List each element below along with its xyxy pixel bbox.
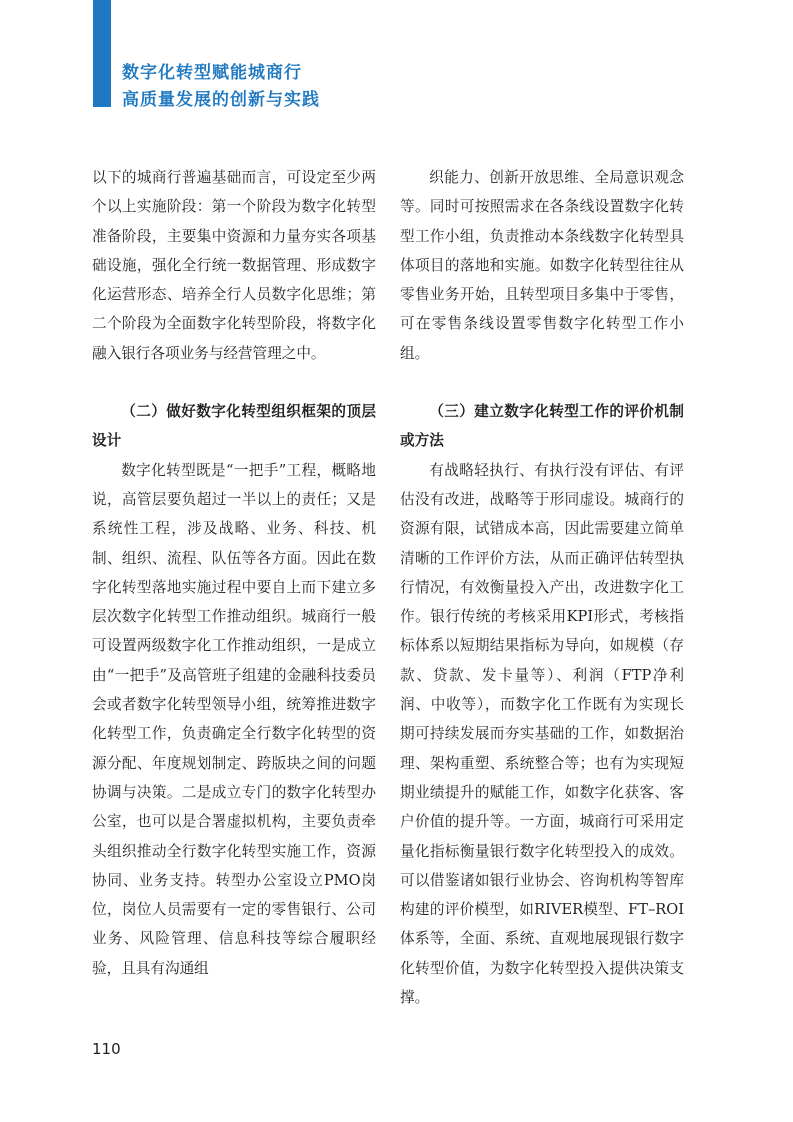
right-paragraph-2: 有战略轻执行、有执行没有评估、有评估没有改进，战略等于形同虚设。城商行的资源有限，试错成本高，因此需要建立简单清晰的工作评价方法，从而正确评估转型执行情况，有效衡量投入产出，改进数字化工作。银行传统的考核采用KPI形式，考核指标体系以短期结果指标为导向，如规模（存款、贷款、发卡量等）、利润（FTP净利润、中收等），而数字化工作既有为实现长期可持续发展而夯实基础的工作，如数据治理、架构重塑、系统整合等；也有为实现短期业绩提升的赋能工作，如数字化获客、客户价值的提升等。一方面，城商行可采用定量化指标衡量银行数字化转型投入的成效。可以借鉴诸如银行业协会、咨询机构等智库构建的评价模型，如RIVER模型、FT–ROI体系等，全面、系统、直观地展现银行数字化转型价值，为数字化转型投入提供决策支撑。 [400,461,684,1007]
book-title [122,60,320,114]
left-column [92,163,376,983]
section-heading-3: （三）建立数字化转型工作的评价机制或方法 [400,403,684,450]
section-heading-2: （二）做好数字化转型组织框架的顶层设计 [92,403,376,450]
book-title-line2: 高质量发展的创新与实践 [122,90,320,110]
right-paragraph-1: 织能力、创新开放思维、全局意识观念等。同时可按照需求在各条线设置数字化转型工作小组，负责推动本条线数字化转型具体项目的落地和实施。如数字化转型往往从零售业务开始，且转型项目多集中于零售，可在零售条线设置零售数字化转型工作小组。 [400,169,684,362]
left-paragraph-1: 以下的城商行普遍基础而言，可设定至少两个以上实施阶段：第一个阶段为数字化转型准备阶段，主要集中资源和力量夯实各项基础设施，强化全行统一数据管理、形成数字化运营形态、培养全行人员数字化思维；第二个阶段为全面数字化转型阶段，将数字化融入银行各项业务与经营管理之中。 [92,169,376,362]
header-accent-bar [93,0,111,107]
page-number: 110 [92,1040,121,1058]
book-title-line1: 数字化转型赋能城商行 [122,63,302,83]
right-column [400,163,684,1012]
left-paragraph-2: 数字化转型既是“一把手”工程，概略地说，高管层要负超过一半以上的责任；又是系统性工程，涉及战略、业务、科技、机制、组织、流程、队伍等各方面。因此在数字化转型落地实施过程中要自上而下建立多层次数字化转型工作推动组织。城商行一般可设置两级数字化工作推动组织，一是成立由“一把手”及高管班子组建的金融科技委员会或者数字化转型领导小组，统筹推进数字化转型工作，负责确定全行数字化转型的资源分配、年度规划制定、跨版块之间的问题协调与决策。二是成立专门的数字化转型办公室，也可以是合署虚拟机构，主要负责牵头组织推动全行数字化转型实施工作，资源协同、业务支持。转型办公室设立PMO岗位，岗位人员需要有一定的零售银行、公司业务、风险管理、信息科技等综合履职经验，且具有沟通组 [92,461,376,977]
